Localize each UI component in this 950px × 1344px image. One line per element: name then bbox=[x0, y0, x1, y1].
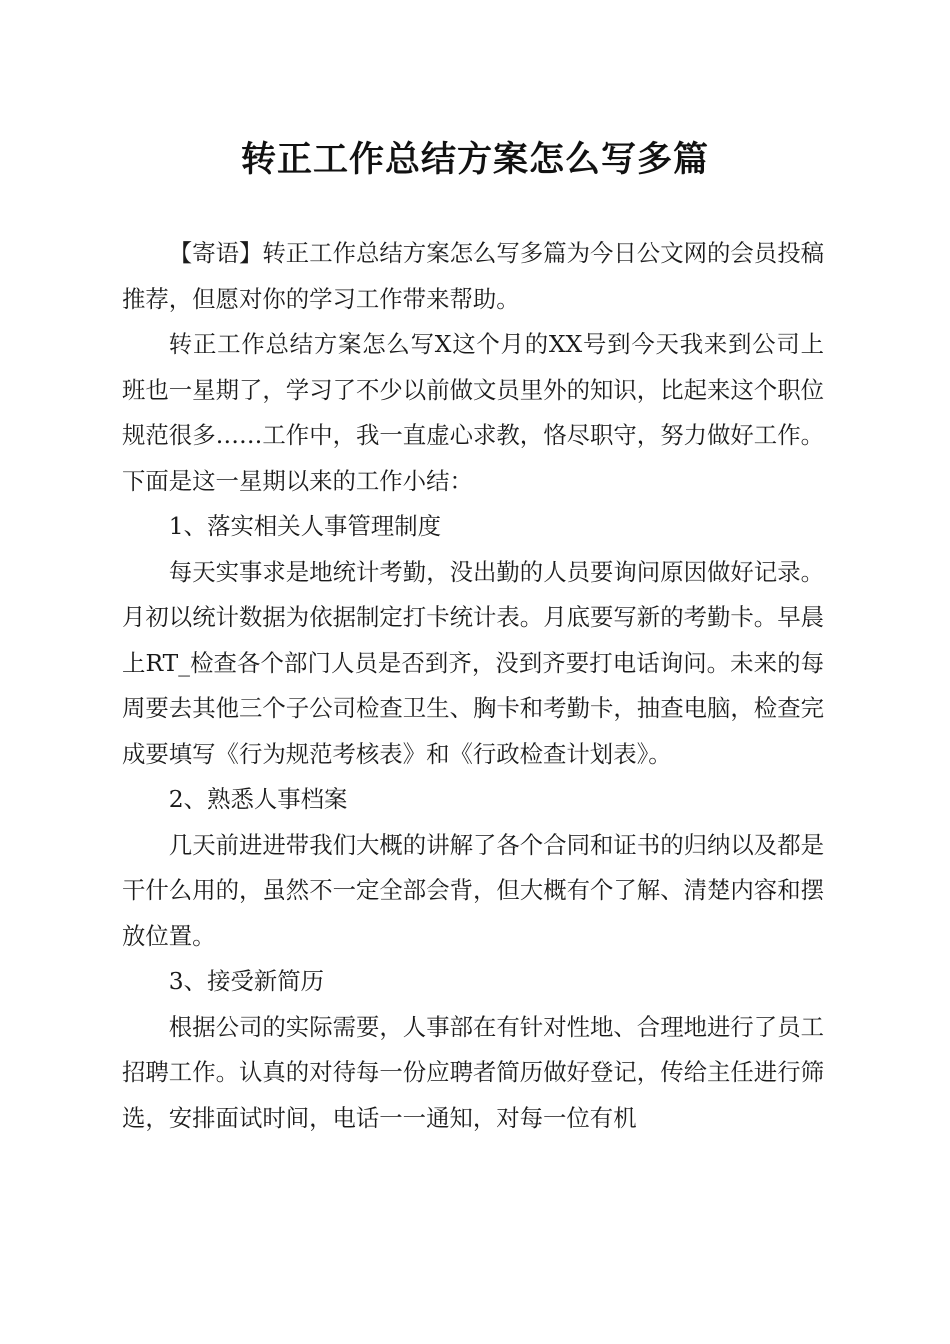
paragraph-section-3: 根据公司的实际需要，人事部在有针对性地、合理地进行了员工招聘工作。认真的对待每一份应聘者简历做好登记，传给主任进行筛选，安排面试时间，电话一一通知，对每一位有机 bbox=[122, 1012, 824, 1132]
paragraph-section-1: 每天实事求是地统计考勤，没出勤的人员要询问原因做好记录。月初以统计数据为依据制定打卡统计表。月底要写新的考勤卡。早晨上RT_检查各个部门人员是否到齐，没到齐要打电话询问。未来的每周要去其他三个子公司检查卫生、胸卡和考勤卡，抽查电脑，检查完成要填写《行为规范考核表》和《行政检查计划表》。 bbox=[122, 557, 824, 768]
document-title: 转正工作总结方案怎么写多篇 bbox=[240, 139, 709, 180]
section-heading-2: 2、熟悉人事档案 bbox=[168, 785, 348, 813]
paragraph-section-2: 几天前进进带我们大概的讲解了各个合同和证书的归纳以及都是干什么用的，虽然不一定全部会背，但大概有个了解、清楚内容和摆放位置。 bbox=[122, 830, 824, 950]
document-body bbox=[122, 231, 824, 1141]
section-heading-1: 1、落实相关人事管理制度 bbox=[168, 512, 441, 540]
paragraph-preface: 【寄语】转正工作总结方案怎么写多篇为今日公文网的会员投稿推荐，但愿对你的学习工作带来帮助。 bbox=[122, 239, 824, 313]
paragraph-intro: 转正工作总结方案怎么写X这个月的XX号到今天我来到公司上班也一星期了，学习了不少以前做文员里外的知识，比起来这个职位规范很多……工作中，我一直虚心求教，恪尽职守，努力做好工作。下面是这一星期以来的工作小结： bbox=[122, 330, 824, 495]
section-heading-3: 3、接受新简历 bbox=[168, 967, 325, 995]
